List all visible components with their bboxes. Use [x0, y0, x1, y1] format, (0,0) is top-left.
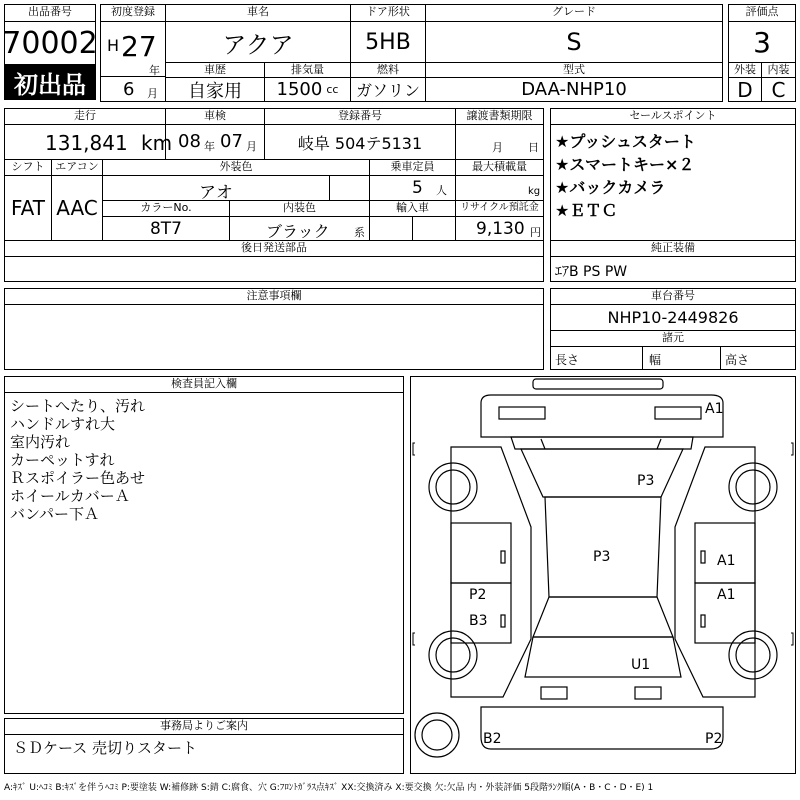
- displacement-value: 1500: [276, 79, 323, 100]
- int-color: [229, 216, 370, 241]
- inspector-line-1: シートへたり、汚れ: [10, 397, 146, 415]
- import-label: 輸入車: [369, 200, 456, 217]
- grade-label: グレード: [425, 4, 723, 22]
- sales-points-label: セールスポイント: [550, 108, 796, 125]
- sales-point-2: ★スマートキー×２: [555, 155, 695, 174]
- insp-year: 08: [178, 131, 201, 152]
- door-label: ドア形状: [350, 4, 426, 22]
- first-reg-label: 初度登録: [100, 4, 166, 22]
- interior-grade: C: [761, 77, 796, 102]
- inspector-notes: [4, 392, 404, 714]
- mileage-label: 走行: [4, 108, 166, 125]
- ext-color-value: アオ: [199, 183, 233, 203]
- inspection-date: [165, 124, 265, 160]
- mileage: [4, 124, 173, 160]
- genuine-label: 純正装備: [550, 240, 796, 257]
- notes-label: 注意事項欄: [4, 288, 544, 305]
- spec-length: [550, 346, 643, 370]
- mark-u1-bottom: U1: [631, 657, 651, 673]
- mark-p2-left: P2: [469, 587, 487, 603]
- mark-b3-left: B3: [469, 613, 488, 629]
- chassis-label: 車台番号: [550, 288, 796, 305]
- ext-color: [102, 175, 330, 201]
- sales-points: [550, 124, 796, 241]
- sales-point-4: ★ＥＴＣ: [555, 201, 618, 220]
- displacement-unit: cc: [326, 83, 339, 96]
- sales-point-1: ★プッシュスタート: [555, 132, 696, 151]
- spec-height: [720, 346, 796, 370]
- int-color-unit: 系: [354, 226, 365, 239]
- lot-no-label: 出品番号: [4, 4, 96, 22]
- genuine-value: ｴｱB PS PW: [555, 264, 628, 280]
- exterior-label: 外装: [728, 62, 762, 78]
- sales-point-3: ★バックカメラ: [555, 178, 666, 197]
- capacity-unit: 人: [436, 184, 447, 197]
- history: 自家用: [165, 77, 265, 102]
- mileage-value: 131,841: [45, 131, 128, 155]
- car-name-label: 車名: [165, 4, 351, 22]
- inspector-line-2: ハンドルすれ大: [10, 415, 116, 433]
- interior-label: 内装: [761, 62, 796, 78]
- recycle-label: リサイクル預託金: [455, 200, 544, 217]
- office-message: [4, 734, 404, 774]
- reg-year-unit: 年: [149, 64, 160, 77]
- legend: A:ｷｽﾞ U:ﾍｺﾐ B:ｷｽﾞを伴うﾍｺﾐ P:要塗装 W:補修跡 S:錆 C:腐食、穴 G:ﾌﾛﾝﾄｶﾞﾗｽ点ｷｽﾞ XX:交換済み X:要交換 欠:欠品 内・外装評価 5段階ﾗﾝｸ順(A・B・C・D・E) 1: [4, 783, 654, 793]
- later-parts-label: 後日発送部品: [4, 240, 544, 257]
- transfer-deadline: [455, 124, 544, 160]
- inspector-line-3: 室内汚れ: [10, 433, 71, 451]
- mark-a1-top: A1: [705, 401, 724, 417]
- mark-p2-rear: P2: [705, 731, 723, 747]
- capacity: [369, 175, 456, 201]
- insp-month-unit: 月: [246, 140, 257, 153]
- mileage-unit: km: [141, 131, 173, 155]
- inspection-label: 車検: [165, 108, 265, 125]
- office-label: 事務局よりご案内: [4, 718, 404, 735]
- mark-p3-roof: P3: [637, 473, 655, 489]
- displacement-label: 排気量: [264, 62, 351, 78]
- notes: [4, 304, 544, 370]
- recycle-value: 9,130: [476, 219, 525, 239]
- car-diagram: [410, 376, 796, 774]
- specs-label: 諸元: [550, 330, 796, 347]
- reg-month-value: 6: [123, 79, 135, 100]
- capacity-label: 乗車定員: [369, 159, 456, 176]
- reg-month-unit: 月: [147, 87, 158, 100]
- inspector-line-5: Ｒスポイラー色あせ: [10, 469, 146, 487]
- car-name: アクア: [165, 21, 351, 63]
- chassis-number: NHP10-2449826: [550, 304, 796, 331]
- transfer-month-unit: 月: [492, 141, 503, 154]
- max-load: [455, 175, 544, 201]
- inspector-line-6: ホイールカバーＡ: [10, 487, 130, 505]
- plate: 岐阜 504テ5131: [264, 124, 456, 160]
- recycle: [455, 216, 544, 241]
- ext-color-label: 外装色: [102, 159, 370, 176]
- length-label: 長さ: [555, 353, 580, 367]
- door-type: 5HB: [350, 21, 426, 63]
- ac: AAC: [51, 175, 103, 241]
- grade: S: [425, 21, 723, 63]
- fuel: ガソリン: [350, 77, 426, 102]
- office-message-text: ＳＤケース 売切りスタート: [13, 739, 198, 757]
- height-label: 高さ: [725, 353, 750, 367]
- car-diagram-svg: [411, 377, 795, 773]
- int-color-value: ブラック: [266, 222, 330, 241]
- plate-label: 登録番号: [264, 108, 456, 125]
- ac-label: エアコン: [51, 159, 103, 176]
- reg-year: 27: [121, 30, 157, 63]
- first-reg-year: [100, 21, 166, 77]
- genuine: [550, 256, 796, 282]
- displacement: [264, 77, 351, 102]
- exterior-grade: D: [728, 77, 762, 102]
- lot-no: 70002: [4, 21, 96, 65]
- later-parts: [4, 256, 544, 282]
- reg-month: [100, 76, 166, 102]
- insp-month: 07: [220, 131, 243, 152]
- score: 3: [728, 21, 796, 63]
- mark-b2-rear: B2: [483, 731, 502, 747]
- model: DAA-NHP10: [425, 77, 723, 102]
- fuel-label: 燃料: [350, 62, 426, 78]
- transfer-label: 譲渡書類期限: [455, 108, 544, 125]
- shift: FAT: [4, 175, 52, 241]
- max-load-unit: kg: [528, 186, 541, 197]
- inspector-line-4: カーペットすれ: [10, 451, 115, 469]
- shift-label: シフト: [4, 159, 52, 176]
- ext-color-extra: [329, 175, 370, 201]
- max-load-label: 最大積載量: [455, 159, 544, 176]
- mark-a1-right-2: A1: [717, 587, 736, 603]
- width-label: 幅: [649, 353, 662, 367]
- mark-a1-right-1: A1: [717, 553, 736, 569]
- mark-p3-center: P3: [593, 549, 611, 565]
- history-label: 車歴: [165, 62, 265, 78]
- score-label: 評価点: [728, 4, 796, 22]
- model-label: 型式: [425, 62, 723, 78]
- import-b: [412, 216, 456, 241]
- color-no: 8T7: [102, 216, 230, 241]
- spec-width: [642, 346, 721, 370]
- era: H: [107, 36, 120, 55]
- inspector-label: 検査員記入欄: [4, 376, 404, 393]
- recycle-unit: 円: [530, 226, 541, 239]
- transfer-day-unit: 日: [528, 141, 539, 154]
- insp-year-unit: 年: [204, 140, 215, 153]
- import-a: [369, 216, 413, 241]
- capacity-value: 5: [412, 178, 423, 198]
- color-no-label: カラーNo.: [102, 200, 230, 217]
- inspector-line-7: バンパー下Ａ: [10, 505, 99, 523]
- first-listing-badge: 初出品: [4, 64, 96, 100]
- int-color-label: 内装色: [229, 200, 370, 217]
